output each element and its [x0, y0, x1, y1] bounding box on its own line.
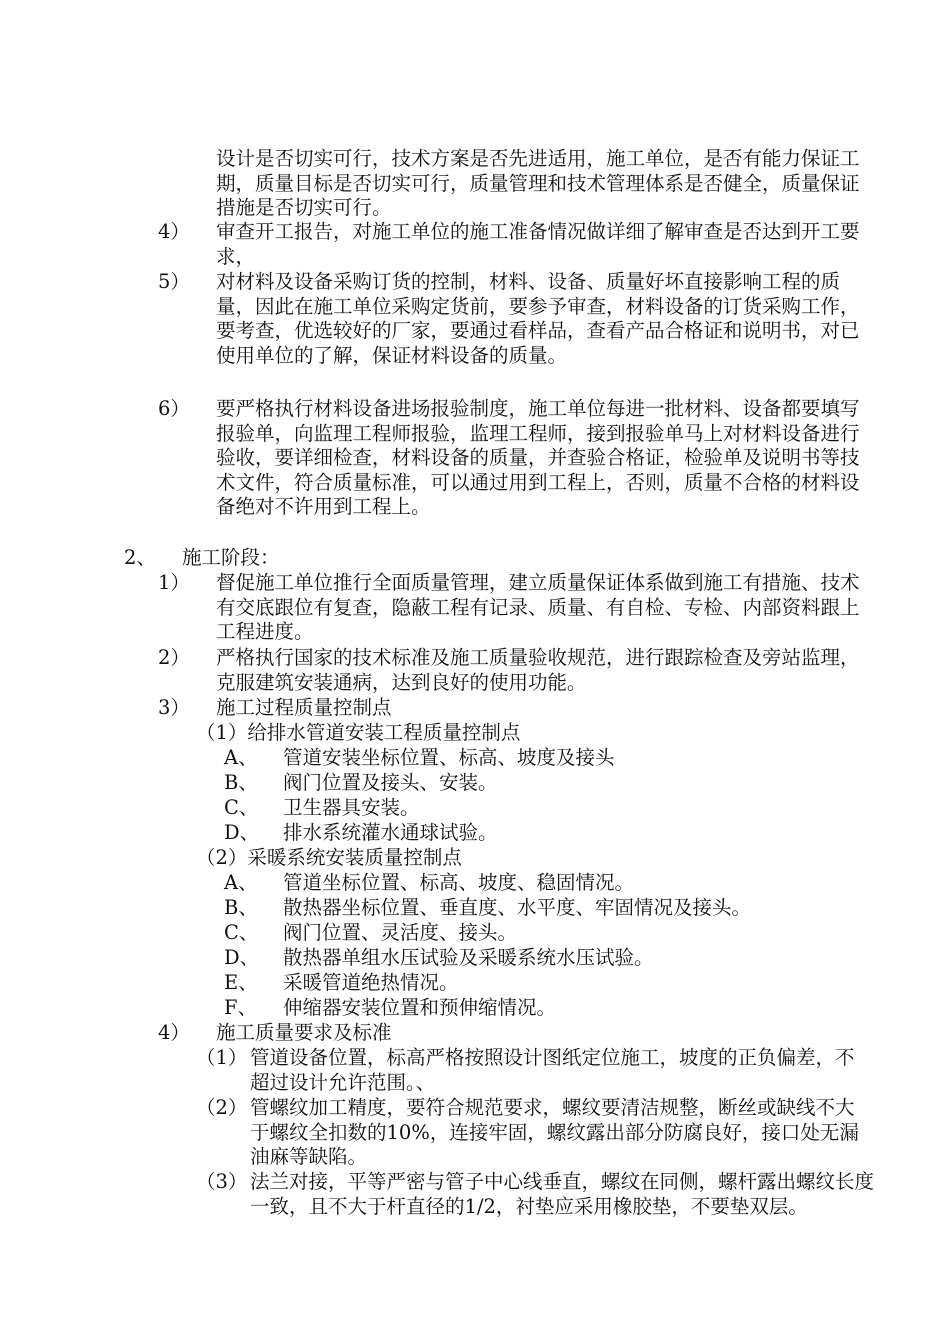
item-letter: A、 — [224, 871, 258, 894]
list-item-5 — [158, 270, 864, 368]
paragraph-continuation — [216, 147, 864, 221]
item-number: 4） — [158, 220, 190, 243]
control-point — [224, 871, 843, 896]
item-text: 管螺纹加工精度，要符合规范要求，螺纹要清洁规整，断丝或缺线不大于螺纹全扣数的10%，连接牢固，螺纹露出部分防腐良好，接口处无漏油麻等缺陷。 — [250, 1096, 859, 1168]
item-text: 管道设备位置，标高严格按照设计图纸定位施工，坡度的正负偏差，不超过设计允许范围。、 — [250, 1046, 855, 1094]
section-number: 2、 — [124, 546, 156, 569]
control-point — [224, 821, 843, 846]
control-point — [224, 746, 843, 771]
control-point — [224, 971, 843, 996]
item-text: 管道安装坐标位置、标高、坡度及接头 — [283, 746, 615, 769]
paragraph-text: 设计是否切实可行，技术方案是否先进适用，施工单位，是否有能力保证工期，质量目标是否切实可行，质量管理和技术管理体系是否健全，质量保证措施是否切实可行。 — [216, 147, 860, 219]
control-point — [224, 771, 843, 796]
item-text: 施工质量要求及标准 — [216, 1021, 392, 1044]
item-text: 要严格执行材料设备进场报验制度，施工单位每进一批材料、设备都要填写报验单，向监理工程师报验，监理工程师，接到报验单马上对材料设备进行验收，要详细检查，材料设备的质量，并查验合格证，检验单及说明书等技术文件，符合质量标准，可以通过用到工程上，否则，质量不合格的材料设备绝对不许用到工程上。 — [216, 397, 860, 518]
section-heading-2 — [124, 546, 156, 571]
control-point — [224, 946, 843, 971]
list-item-4 — [158, 220, 864, 269]
item-text: 采暖管道绝热情况。 — [283, 971, 459, 994]
stage-item-4 — [158, 1021, 864, 1046]
stage-item-3 — [158, 696, 864, 721]
item-letter: E、 — [224, 971, 258, 994]
standard-item-3 — [196, 1170, 880, 1219]
item-number: 4） — [158, 1021, 190, 1044]
item-text: 阀门位置及接头、安装。 — [283, 771, 498, 794]
item-text: 督促施工单位推行全面质量管理，建立质量保证体系做到施工有措施、技术有交底跟位有复查，隐蔽工程有记录、质量、有自检、专检、内部资料跟上工程进度。 — [216, 571, 860, 643]
item-text: 审查开工报告，对施工单位的施工准备情况做详细了解审查是否达到开工要求， — [216, 220, 860, 268]
item-text: 伸缩器安装位置和预伸缩情况。 — [283, 996, 557, 1019]
item-letter: B、 — [224, 896, 258, 919]
item-text: 散热器坐标位置、垂直度、水平度、牢固情况及接头。 — [283, 896, 752, 919]
item-letter: C、 — [224, 796, 259, 819]
item-text: 阀门位置、灵活度、接头。 — [283, 921, 518, 944]
item-number: （2） — [196, 1096, 248, 1119]
item-number: 5） — [158, 270, 190, 293]
item-number: 1） — [158, 571, 190, 594]
control-group-2-title: （2）采暖系统安装质量控制点 — [196, 846, 462, 869]
item-letter: F、 — [224, 996, 258, 1019]
item-number: 2） — [158, 646, 190, 669]
item-letter: A、 — [224, 746, 258, 769]
section-title-2 — [182, 546, 280, 571]
item-text: 排水系统灌水通球试验。 — [283, 821, 498, 844]
control-point — [224, 896, 843, 921]
item-text: 散热器单组水压试验及采暖系统水压试验。 — [283, 946, 654, 969]
item-number: （3） — [196, 1170, 248, 1193]
standard-item-1 — [196, 1046, 870, 1095]
item-text: 管道坐标位置、标高、坡度、稳固情况。 — [283, 871, 635, 894]
control-point — [224, 921, 843, 946]
item-letter: D、 — [224, 946, 260, 969]
item-letter: C、 — [224, 921, 259, 944]
control-group-1-title: （1）给排水管道安装工程质量控制点 — [196, 721, 521, 744]
item-text: 法兰对接，平等严密与管子中心线垂直，螺纹在同侧，螺杆露出螺纹长度一致，且不大于杆直径的1/2，衬垫应采用橡胶垫，不要垫双层。 — [250, 1170, 875, 1218]
item-text: 施工过程质量控制点 — [216, 696, 392, 719]
item-letter: D、 — [224, 821, 260, 844]
control-point — [224, 796, 843, 821]
item-number: 6） — [158, 397, 190, 420]
item-number: （1） — [196, 1046, 248, 1069]
item-number: 3） — [158, 696, 190, 719]
stage-item-2 — [158, 646, 864, 695]
control-point — [224, 996, 843, 1021]
item-text: 卫生器具安装。 — [283, 796, 420, 819]
item-text: 严格执行国家的技术标准及施工质量验收规范，进行跟踪检查及旁站监理，克服建筑安装通病，达到良好的使用功能。 — [216, 646, 860, 694]
item-letter: B、 — [224, 771, 258, 794]
stage-item-1 — [158, 571, 876, 645]
item-text: 对材料及设备采购订货的控制，材料、设备、质量好坏直接影响工程的质量，因此在施工单位采购定货前，要参予审查，材料设备的订货采购工作，要考查，优选较好的厂家，要通过看样品，查看产品合格证和说明书，对已使用单位的了解，保证材料设备的质量。 — [216, 270, 860, 367]
section-title: 施工阶段： — [182, 546, 280, 569]
standard-item-2 — [196, 1096, 870, 1170]
list-item-6 — [158, 397, 864, 520]
